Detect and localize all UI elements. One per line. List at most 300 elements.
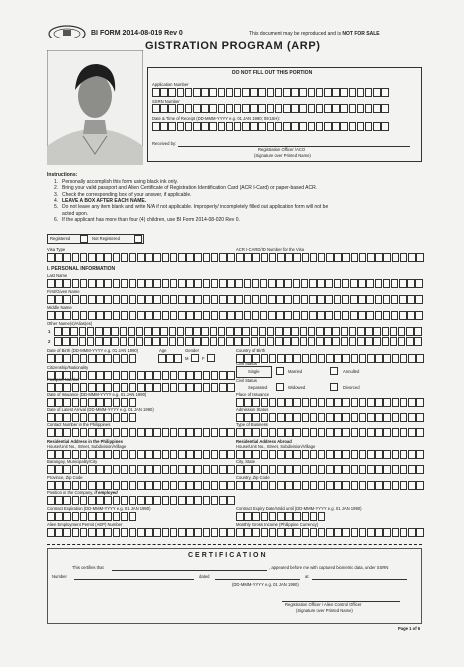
char-box[interactable] (400, 354, 408, 363)
char-box[interactable] (317, 295, 325, 304)
char-box[interactable] (194, 371, 202, 380)
char-box[interactable] (351, 481, 359, 490)
registered-checkbox[interactable] (80, 235, 88, 243)
char-box[interactable] (310, 354, 318, 363)
char-box[interactable] (219, 371, 227, 380)
char-box[interactable] (252, 295, 260, 304)
char-box[interactable] (137, 428, 145, 437)
char-box[interactable] (275, 104, 283, 113)
char-box[interactable] (365, 104, 373, 113)
char-box[interactable] (324, 122, 332, 131)
char-box[interactable] (129, 428, 137, 437)
char-box[interactable] (242, 104, 250, 113)
char-box[interactable] (302, 413, 310, 422)
char-box[interactable] (63, 512, 71, 521)
char-box[interactable] (258, 88, 266, 97)
char-box[interactable] (80, 371, 88, 380)
char-box[interactable] (318, 465, 326, 474)
char-box[interactable] (145, 496, 153, 505)
char-box[interactable] (357, 327, 365, 336)
char-box[interactable] (350, 311, 358, 320)
char-box[interactable] (302, 354, 310, 363)
char-box[interactable] (227, 450, 235, 459)
char-box[interactable] (235, 279, 243, 288)
char-box[interactable] (96, 398, 104, 407)
char-box[interactable] (310, 428, 318, 437)
char-box[interactable] (121, 311, 129, 320)
char-box[interactable] (269, 528, 277, 537)
char-box[interactable] (201, 88, 209, 97)
char-box[interactable] (317, 311, 325, 320)
char-box[interactable] (334, 398, 342, 407)
char-box[interactable] (55, 279, 63, 288)
char-box[interactable] (334, 413, 342, 422)
char-box[interactable] (145, 311, 153, 320)
char-box[interactable] (129, 496, 137, 505)
char-box[interactable] (72, 528, 80, 537)
char-box[interactable] (88, 481, 96, 490)
char-box[interactable] (96, 512, 104, 521)
char-box[interactable] (359, 465, 367, 474)
char-box[interactable] (145, 465, 153, 474)
char-box[interactable] (162, 481, 170, 490)
char-box[interactable] (242, 337, 250, 346)
char-box[interactable] (326, 413, 334, 422)
char-box[interactable] (342, 528, 350, 537)
char-box[interactable] (416, 465, 424, 474)
char-box[interactable] (359, 428, 367, 437)
char-box[interactable] (334, 295, 342, 304)
char-box[interactable] (244, 528, 252, 537)
char-box[interactable] (261, 465, 269, 474)
char-box[interactable] (104, 481, 112, 490)
char-box[interactable] (373, 88, 381, 97)
char-box[interactable] (258, 122, 266, 131)
char-box[interactable] (308, 337, 316, 346)
char-box[interactable] (318, 512, 326, 521)
char-box[interactable] (342, 413, 350, 422)
char-box[interactable] (406, 337, 414, 346)
char-box[interactable] (373, 104, 381, 113)
char-box[interactable] (186, 481, 194, 490)
char-box[interactable] (121, 450, 129, 459)
char-box[interactable] (113, 311, 121, 320)
char-box[interactable] (160, 327, 168, 336)
char-box[interactable] (186, 279, 194, 288)
char-box[interactable] (383, 295, 391, 304)
char-box[interactable] (219, 279, 227, 288)
char-box[interactable] (194, 428, 202, 437)
char-box[interactable] (365, 88, 373, 97)
char-box[interactable] (137, 279, 145, 288)
char-box[interactable] (113, 512, 121, 521)
char-box[interactable] (285, 398, 293, 407)
char-box[interactable] (113, 398, 121, 407)
char-box[interactable] (178, 528, 186, 537)
char-box[interactable] (169, 327, 177, 336)
char-box[interactable] (375, 481, 383, 490)
char-box[interactable] (152, 122, 160, 131)
char-box[interactable] (88, 465, 96, 474)
char-box[interactable] (219, 465, 227, 474)
char-box[interactable] (283, 88, 291, 97)
char-box[interactable] (203, 528, 211, 537)
char-box[interactable] (334, 481, 342, 490)
char-box[interactable] (285, 413, 293, 422)
monthly-income-boxes[interactable] (236, 528, 424, 537)
char-box[interactable] (55, 295, 63, 304)
char-box[interactable] (375, 295, 383, 304)
char-box[interactable] (47, 450, 55, 459)
char-box[interactable] (299, 104, 307, 113)
char-box[interactable] (383, 481, 391, 490)
civil-separated-checkbox[interactable] (276, 383, 284, 391)
char-box[interactable] (334, 450, 342, 459)
char-box[interactable] (293, 450, 301, 459)
char-box[interactable] (137, 481, 145, 490)
char-box[interactable] (219, 528, 227, 537)
char-box[interactable] (284, 295, 292, 304)
char-box[interactable] (152, 104, 160, 113)
char-box[interactable] (324, 327, 332, 336)
char-box[interactable] (96, 279, 104, 288)
char-box[interactable] (308, 122, 316, 131)
char-box[interactable] (351, 354, 359, 363)
char-box[interactable] (373, 337, 381, 346)
char-box[interactable] (80, 354, 88, 363)
char-box[interactable] (390, 327, 398, 336)
char-box[interactable] (275, 122, 283, 131)
char-box[interactable] (162, 253, 170, 262)
char-box[interactable] (267, 337, 275, 346)
char-box[interactable] (211, 295, 219, 304)
char-box[interactable] (326, 528, 334, 537)
char-box[interactable] (277, 253, 285, 262)
char-box[interactable] (129, 279, 137, 288)
char-box[interactable] (408, 398, 416, 407)
char-box[interactable] (47, 311, 55, 320)
char-box[interactable] (416, 450, 424, 459)
char-box[interactable] (55, 465, 63, 474)
char-box[interactable] (349, 104, 357, 113)
char-box[interactable] (244, 481, 252, 490)
char-box[interactable] (137, 528, 145, 537)
char-box[interactable] (121, 413, 129, 422)
char-box[interactable] (79, 337, 87, 346)
char-box[interactable] (113, 481, 121, 490)
country-zip-boxes[interactable] (236, 481, 424, 490)
contact-ph-boxes[interactable] (47, 428, 235, 437)
char-box[interactable] (72, 383, 80, 392)
char-box[interactable] (211, 496, 219, 505)
char-box[interactable] (244, 465, 252, 474)
country-birth-boxes[interactable] (236, 354, 424, 363)
char-box[interactable] (236, 465, 244, 474)
char-box[interactable] (285, 428, 293, 437)
char-box[interactable] (218, 104, 226, 113)
char-box[interactable] (277, 512, 285, 521)
char-box[interactable] (383, 398, 391, 407)
char-box[interactable] (162, 450, 170, 459)
char-box[interactable] (178, 428, 186, 437)
char-box[interactable] (308, 327, 316, 336)
char-box[interactable] (302, 428, 310, 437)
char-box[interactable] (219, 311, 227, 320)
char-box[interactable] (318, 253, 326, 262)
char-box[interactable] (47, 413, 55, 422)
char-box[interactable] (219, 295, 227, 304)
char-box[interactable] (349, 327, 357, 336)
char-box[interactable] (203, 371, 211, 380)
char-box[interactable] (219, 253, 227, 262)
char-box[interactable] (375, 354, 383, 363)
char-box[interactable] (80, 528, 88, 537)
char-box[interactable] (178, 279, 186, 288)
char-box[interactable] (152, 88, 160, 97)
char-box[interactable] (47, 253, 55, 262)
res-abroad-boxes[interactable] (236, 450, 424, 459)
char-box[interactable] (211, 428, 219, 437)
char-box[interactable] (399, 279, 407, 288)
char-box[interactable] (47, 496, 55, 505)
char-box[interactable] (334, 253, 342, 262)
char-box[interactable] (80, 496, 88, 505)
char-box[interactable] (47, 465, 55, 474)
char-box[interactable] (302, 465, 310, 474)
char-box[interactable] (332, 104, 340, 113)
char-box[interactable] (160, 104, 168, 113)
char-box[interactable] (104, 465, 112, 474)
char-box[interactable] (268, 279, 276, 288)
char-box[interactable] (342, 311, 350, 320)
char-box[interactable] (79, 327, 87, 336)
char-box[interactable] (318, 481, 326, 490)
char-box[interactable] (226, 327, 234, 336)
char-box[interactable] (293, 413, 301, 422)
char-box[interactable] (63, 311, 71, 320)
place-issuance-boxes[interactable] (236, 398, 424, 407)
char-box[interactable] (177, 104, 185, 113)
char-box[interactable] (88, 413, 96, 422)
char-box[interactable] (341, 337, 349, 346)
char-box[interactable] (277, 481, 285, 490)
char-box[interactable] (111, 327, 119, 336)
char-box[interactable] (80, 383, 88, 392)
cert-name-line[interactable] (112, 570, 267, 571)
char-box[interactable] (88, 528, 96, 537)
char-box[interactable] (392, 481, 400, 490)
char-box[interactable] (332, 88, 340, 97)
char-box[interactable] (261, 481, 269, 490)
char-box[interactable] (261, 398, 269, 407)
char-box[interactable] (310, 398, 318, 407)
char-box[interactable] (153, 311, 161, 320)
char-box[interactable] (194, 295, 202, 304)
char-box[interactable] (269, 465, 277, 474)
char-box[interactable] (72, 481, 80, 490)
char-box[interactable] (383, 450, 391, 459)
char-box[interactable] (227, 428, 235, 437)
char-box[interactable] (178, 481, 186, 490)
char-box[interactable] (302, 450, 310, 459)
char-box[interactable] (349, 88, 357, 97)
char-box[interactable] (383, 428, 391, 437)
char-box[interactable] (211, 481, 219, 490)
char-box[interactable] (408, 465, 416, 474)
char-box[interactable] (268, 311, 276, 320)
char-box[interactable] (252, 398, 260, 407)
char-box[interactable] (186, 371, 194, 380)
char-box[interactable] (283, 337, 291, 346)
char-box[interactable] (383, 528, 391, 537)
char-box[interactable] (324, 337, 332, 346)
char-box[interactable] (162, 496, 170, 505)
char-box[interactable] (400, 450, 408, 459)
char-box[interactable] (275, 337, 283, 346)
char-box[interactable] (88, 398, 96, 407)
char-box[interactable] (258, 104, 266, 113)
char-box[interactable] (391, 279, 399, 288)
char-box[interactable] (72, 398, 80, 407)
char-box[interactable] (55, 253, 63, 262)
char-box[interactable] (367, 413, 375, 422)
char-box[interactable] (267, 104, 275, 113)
char-box[interactable] (63, 383, 71, 392)
char-box[interactable] (186, 253, 194, 262)
char-box[interactable] (381, 122, 389, 131)
char-box[interactable] (104, 450, 112, 459)
char-box[interactable] (242, 88, 250, 97)
char-box[interactable] (332, 122, 340, 131)
char-box[interactable] (113, 295, 121, 304)
contract-exp-boxes[interactable] (47, 512, 137, 521)
char-box[interactable] (153, 279, 161, 288)
char-box[interactable] (392, 450, 400, 459)
char-box[interactable] (244, 512, 252, 521)
char-box[interactable] (113, 496, 121, 505)
char-box[interactable] (227, 496, 235, 505)
char-box[interactable] (194, 496, 202, 505)
char-box[interactable] (168, 122, 176, 131)
char-box[interactable] (267, 327, 275, 336)
char-box[interactable] (80, 450, 88, 459)
char-box[interactable] (415, 279, 423, 288)
char-box[interactable] (96, 496, 104, 505)
char-box[interactable] (415, 311, 423, 320)
res-ph-boxes[interactable] (47, 450, 235, 459)
char-box[interactable] (162, 295, 170, 304)
char-box[interactable] (367, 528, 375, 537)
char-box[interactable] (301, 311, 309, 320)
char-box[interactable] (194, 279, 202, 288)
char-box[interactable] (170, 481, 178, 490)
char-box[interactable] (407, 311, 415, 320)
char-box[interactable] (72, 450, 80, 459)
char-box[interactable] (302, 253, 310, 262)
char-box[interactable] (244, 398, 252, 407)
char-box[interactable] (392, 428, 400, 437)
char-box[interactable] (285, 450, 293, 459)
char-box[interactable] (185, 337, 193, 346)
char-box[interactable] (193, 337, 201, 346)
char-box[interactable] (129, 371, 137, 380)
char-box[interactable] (383, 413, 391, 422)
char-box[interactable] (177, 122, 185, 131)
char-box[interactable] (145, 383, 153, 392)
char-box[interactable] (308, 88, 316, 97)
char-box[interactable] (236, 398, 244, 407)
char-box[interactable] (111, 337, 119, 346)
char-box[interactable] (193, 327, 201, 336)
char-box[interactable] (269, 428, 277, 437)
char-box[interactable] (72, 253, 80, 262)
char-box[interactable] (340, 122, 348, 131)
char-box[interactable] (72, 512, 80, 521)
char-box[interactable] (121, 383, 129, 392)
char-box[interactable] (400, 465, 408, 474)
char-box[interactable] (80, 413, 88, 422)
char-box[interactable] (408, 481, 416, 490)
char-box[interactable] (104, 279, 112, 288)
char-box[interactable] (103, 327, 111, 336)
char-box[interactable] (302, 528, 310, 537)
char-box[interactable] (383, 354, 391, 363)
char-box[interactable] (293, 465, 301, 474)
char-box[interactable] (251, 337, 259, 346)
char-box[interactable] (269, 354, 277, 363)
char-box[interactable] (63, 528, 71, 537)
char-box[interactable] (121, 465, 129, 474)
char-box[interactable] (260, 311, 268, 320)
char-box[interactable] (267, 122, 275, 131)
char-box[interactable] (96, 371, 104, 380)
char-box[interactable] (400, 398, 408, 407)
char-box[interactable] (129, 481, 137, 490)
char-box[interactable] (416, 481, 424, 490)
char-box[interactable] (293, 512, 301, 521)
char-box[interactable] (96, 450, 104, 459)
char-box[interactable] (201, 327, 209, 336)
char-box[interactable] (261, 413, 269, 422)
char-box[interactable] (55, 496, 63, 505)
char-box[interactable] (366, 311, 374, 320)
char-box[interactable] (145, 279, 153, 288)
barangay-boxes[interactable] (47, 465, 235, 474)
char-box[interactable] (185, 122, 193, 131)
char-box[interactable] (168, 104, 176, 113)
char-box[interactable] (383, 311, 391, 320)
char-box[interactable] (261, 354, 269, 363)
char-box[interactable] (342, 295, 350, 304)
char-box[interactable] (153, 465, 161, 474)
char-box[interactable] (55, 354, 63, 363)
char-box[interactable] (203, 465, 211, 474)
char-box[interactable] (152, 327, 160, 336)
char-box[interactable] (375, 253, 383, 262)
char-box[interactable] (381, 88, 389, 97)
char-box[interactable] (113, 354, 121, 363)
char-box[interactable] (95, 337, 103, 346)
char-box[interactable] (375, 413, 383, 422)
char-box[interactable] (96, 253, 104, 262)
char-box[interactable] (408, 528, 416, 537)
char-box[interactable] (252, 413, 260, 422)
char-box[interactable] (316, 122, 324, 131)
char-box[interactable] (261, 450, 269, 459)
char-box[interactable] (160, 88, 168, 97)
char-box[interactable] (121, 253, 129, 262)
char-box[interactable] (193, 88, 201, 97)
